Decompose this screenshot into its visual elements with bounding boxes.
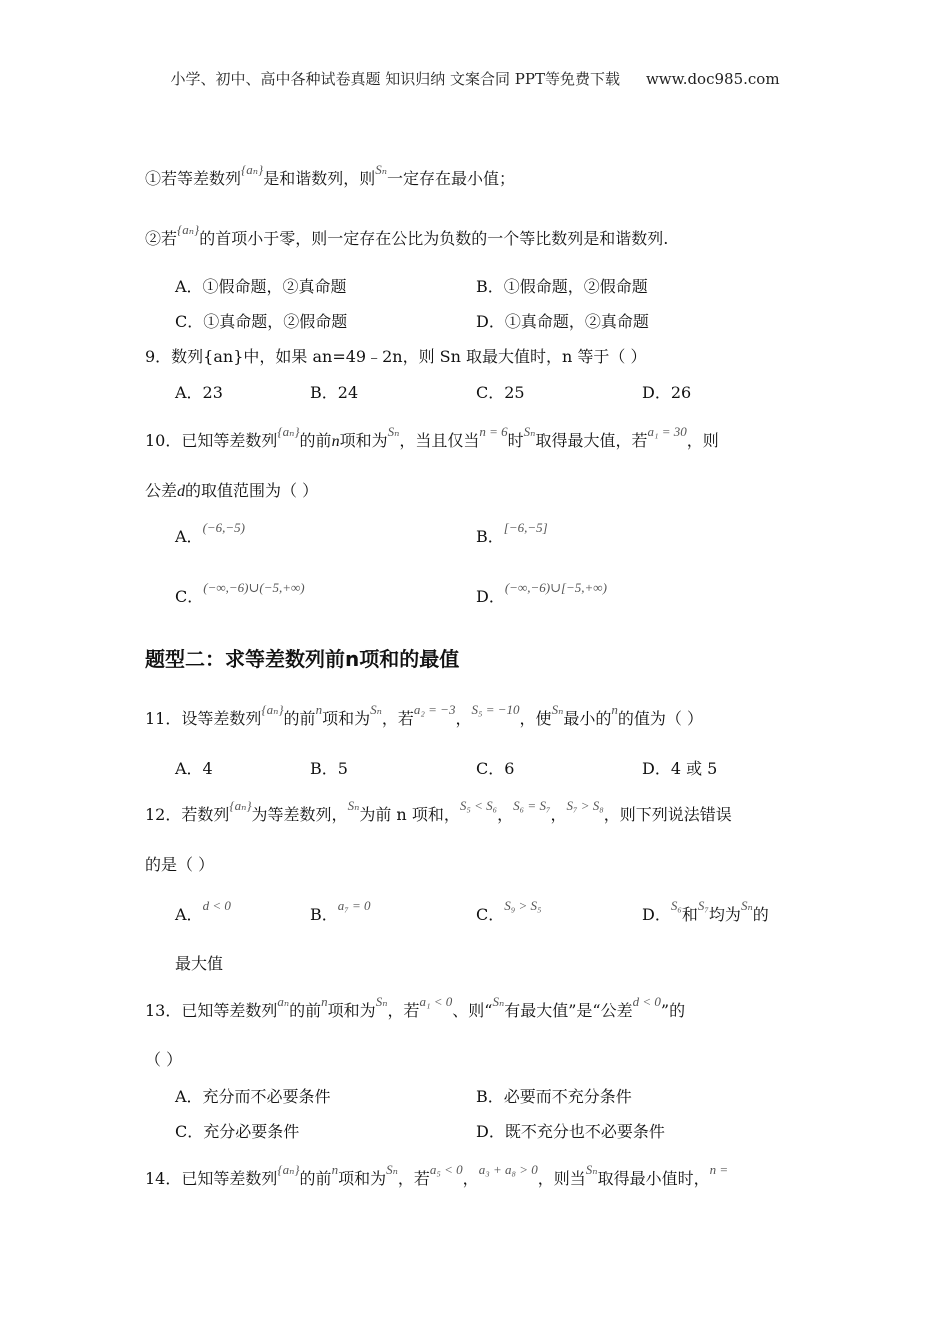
math-cond: n = 6 <box>479 424 508 439</box>
math-sn: Sₙ <box>523 424 536 439</box>
q9-stem: 9．数列{an}中，如果 an=49﹣2n，则 Sn 取最大值时，n 等于（ ） <box>145 347 647 366</box>
math-cond: S₆ = S₇ <box>513 798 551 813</box>
q11-option-d[interactable]: D．4 或 5 <box>642 759 718 778</box>
math-n: n <box>321 994 328 1009</box>
math-expr: S₉ > S₅ <box>504 898 542 913</box>
q10-option-b[interactable]: B．[−6,−5] <box>476 520 548 546</box>
math-seq: {aₙ} <box>229 798 252 813</box>
math-seq: {aₙ} <box>277 424 300 439</box>
math-n: n <box>611 702 618 717</box>
q10-option-c[interactable]: C．$^{(-\infty,-6)\cup(-5,+\infty)}$ <box>175 580 305 606</box>
q12-option-c[interactable]: C．$^{S_9 > S_5}$ <box>476 898 542 924</box>
math-sn: Sₙ <box>386 1162 398 1177</box>
math-sn: Sₙ <box>370 702 382 717</box>
math-n-eq: n = <box>709 1162 729 1177</box>
q12-stem-line2: 的是（ ） <box>145 855 215 874</box>
q10-stem-line2: 公差d的取值范围为（ ） <box>145 481 319 500</box>
math-cond: a₅ < 0 <box>429 1162 463 1177</box>
q13-option-b[interactable]: B．必要而不充分条件 <box>476 1087 632 1106</box>
q13-stem: 13．已知等差数列$^{a_n}$的前$^n$项和为$^{S_n}$，若$^{a_1 < 0}$、则“$^{S_n}$有最大值”是“公差$^{d < 0}$”的 <box>145 994 686 1020</box>
q12-option-d[interactable]: D．$^{S_6}$和$^{S_7}$均为$^{S_n}$的 <box>642 898 769 924</box>
math-a1: a₁ = 30 <box>647 424 687 439</box>
q9-option-b[interactable]: B．24 <box>310 383 359 402</box>
q8-option-d[interactable]: D．①真命题，②真命题 <box>476 312 649 331</box>
q9-option-a[interactable]: A．23 <box>175 383 223 402</box>
math-a1: a₁ < 0 <box>419 994 453 1009</box>
math-n: n <box>331 1162 339 1177</box>
math-interval: (−∞,−6)∪[−5,+∞) <box>504 580 607 595</box>
q11-stem: 11．设等差数列$^{\{a_n\}}$的前$^n$项和为$^{S_n}$，若$^{a_2 = -3}$，$^{S_5 = -10}$，使$^{S_n}$最小的$^n$的值为（ ） <box>145 702 703 728</box>
header-text: 小学、初中、高中各种试卷真题 知识归纳 文案合同 PPT等免费下载 <box>170 70 620 88</box>
math-sn: Sₙ <box>492 994 505 1009</box>
math-sn: Sₙ <box>347 798 360 813</box>
q11-option-c[interactable]: C．6 <box>476 759 515 778</box>
q13-stem-line2: （ ） <box>145 1050 183 1069</box>
q12-option-a[interactable]: A．$^{d < 0}$ <box>175 898 231 924</box>
section-title: 题型二：求等差数列前n项和的最值 <box>145 647 460 671</box>
math-interval: (−∞,−6)∪(−5,+∞) <box>203 580 305 595</box>
q8-option-a[interactable]: A．①假命题，②真命题 <box>175 277 347 296</box>
q12-option-d-line2: 最大值 <box>175 954 224 973</box>
math-sn: Sₙ <box>387 424 400 439</box>
q8-option-b[interactable]: B．①假命题，②假命题 <box>476 277 648 296</box>
page-header <box>0 68 950 89</box>
math-seq: aₙ <box>277 994 290 1009</box>
math-interval: [−6,−5] <box>503 520 548 535</box>
math-sn: Sₙ <box>375 162 387 177</box>
q9-option-d[interactable]: D．26 <box>642 383 692 402</box>
math-cond: S₇ > S₈ <box>566 798 604 813</box>
math-d: d < 0 <box>632 994 661 1009</box>
header-site: www.doc985.com <box>645 70 780 88</box>
math-cond: S₅ < S₆ <box>459 798 498 813</box>
q14-stem: 14．已知等差数列$^{\{a_n\}}$的前$^n$项和为$^{S_n}$，若$^{a_5 < 0}$，$^{a_3 + a_8 > 0}$，则当$^{S_n}$取得最小值时，$^{n =}$ <box>145 1162 729 1188</box>
math-cond: a₃ + a₈ > 0 <box>478 1162 538 1177</box>
q8-statement-1: ①若等差数列$^{\{a_n\}}$是和谐数列，则$^{S_n}$一定存在最小值； <box>145 162 515 188</box>
q11-option-a[interactable]: A．4 <box>175 759 213 778</box>
q11-option-b[interactable]: B．5 <box>310 759 348 778</box>
math-sn: Sₙ <box>551 702 564 717</box>
q8-option-c[interactable]: C．①真命题，②假命题 <box>175 312 348 331</box>
math-sn: Sₙ <box>375 994 388 1009</box>
math-seq: {aₙ} <box>177 222 200 237</box>
math-seq: {aₙ} <box>241 162 264 177</box>
q13-option-c[interactable]: C．充分必要条件 <box>175 1122 300 1141</box>
q12-stem: 12．若数列$^{\{a_n\}}$为等差数列，$^{S_n}$为前 n 项和，$^{S_5 < S_6}$，$^{S_6 = S_7}$，$^{S_7 > S_8}$，则下列说法错误 <box>145 798 732 824</box>
q8-statement-2: ②若$^{\{a_n\}}$的首项小于零，则一定存在公比为负数的一个等比数列是和谐数列. <box>145 222 669 248</box>
math-n: n <box>315 702 323 717</box>
math-interval: (−6,−5) <box>202 520 246 535</box>
q13-option-a[interactable]: A．充分而不必要条件 <box>175 1087 331 1106</box>
q13-option-d[interactable]: D．既不充分也不必要条件 <box>476 1122 665 1141</box>
math-expr: a₇ = 0 <box>337 898 371 913</box>
q10-option-a[interactable]: A．$^{(-6,-5)}$ <box>175 520 246 546</box>
q12-option-b[interactable]: B．$^{a_7 = 0}$ <box>310 898 371 924</box>
math-expr: d < 0 <box>202 898 231 913</box>
q10-stem: 10．已知等差数列$^{\{a_n\}}$的前n项和为$^{S_n}$，当且仅当$^{n = 6}$时$^{S_n}$取得最大值，若$^{a_1 = 30}$，则 <box>145 424 719 450</box>
math-sn: Sₙ <box>585 1162 598 1177</box>
math-s5: S₅ = −10 <box>471 702 520 717</box>
math-seq: {aₙ} <box>261 702 284 717</box>
math-seq: {aₙ} <box>277 1162 300 1177</box>
q9-option-c[interactable]: C．25 <box>476 383 525 402</box>
math-a2: a₂ = −3 <box>413 702 456 717</box>
q10-option-d[interactable]: D．$^{(-\infty,-6)\cup[-5,+\infty)}$ <box>476 580 607 606</box>
